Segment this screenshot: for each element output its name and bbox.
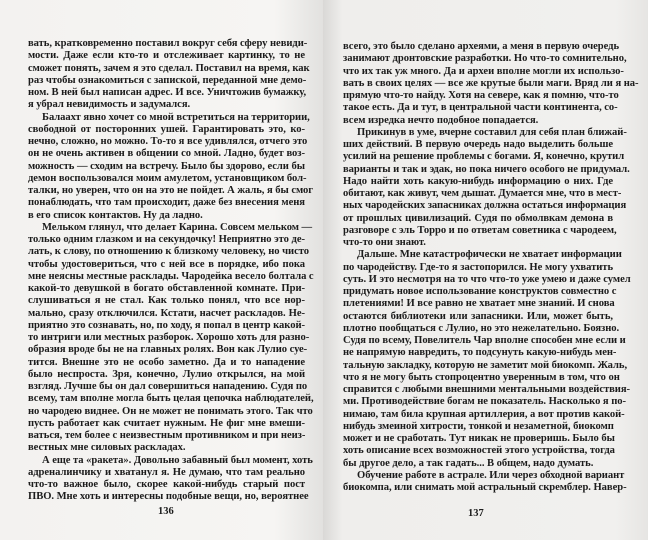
- text-line: такое есть. Да и тут, в центральной части континента, со-: [343, 102, 618, 114]
- text-line: мально, сразу отключился. Кстати, насчет раскладов. Не-: [28, 307, 305, 319]
- text-line: образия вроде бы не на главных ролях. Вон как Лулио суе-: [28, 344, 308, 356]
- text-line: Мельком глянул, что делает Карина. Совсем мельком —: [42, 221, 313, 233]
- text-line: в его список контактов. Ну да ладно.: [28, 209, 203, 221]
- text-line: адреналинчику и хватанул я. Не думаю, что там реально: [28, 466, 305, 478]
- text-line: вать, кратковременно поставил вокруг себя сферу невиди-: [28, 38, 308, 49]
- text-line: нечно, сложно, но можно. То-то я все удивлялся, отчего это: [28, 136, 308, 147]
- text-line: ми. Противодействие богам не показатель. Насколько я по-: [343, 396, 626, 408]
- text-line: варианты и так и эдак, но пока ничего особого не придумал.: [343, 163, 630, 175]
- text-line: ном. В ней был написан адрес. И все. Уничтожив бумажку,: [28, 87, 307, 98]
- text-line: что-то важное было, скорее какой-нибудь старый пост: [28, 479, 305, 490]
- text-line: ших действий. В первую очередь надо выделить больше: [343, 139, 613, 150]
- page-number: 136: [158, 506, 174, 517]
- text-line: может и не сработать. Тут никак не проверишь. Было бы: [343, 433, 615, 444]
- text-line: плотно пообщаться с Лулио, но это нежелательно. Боязно.: [343, 322, 620, 334]
- text-line: я убрал невидимость и задумался.: [28, 99, 191, 111]
- text-line: вать в своих целях — все же крутые были маги. Вряд ли я на-: [343, 77, 639, 89]
- text-line: понаблюдать, что там происходит, даже без внесения меня: [28, 197, 305, 209]
- text-line: Балаахт явно хочет со мной встретиться на территории,: [42, 111, 310, 123]
- text-line: всему, там вполне могла быть целая цепочка наблюдателей,: [28, 393, 314, 405]
- text-line: какой-то девушкой в богато обставленной комнате. При-: [28, 283, 305, 294]
- text-line: он не очень активен в общении со мной. Ладно, будет воз-: [28, 148, 305, 160]
- text-line: хоть описание всех возможностей этого устройства, тогда: [343, 445, 615, 457]
- text-line: тится. Внешне это не особо заметно. Да и то нападение: [28, 356, 305, 368]
- text-line: усилий на решение проблемы с богами. Я, конечно, крутил: [343, 151, 625, 163]
- text-line: Обучение работе в астрале. Или через обходной вариант: [357, 469, 625, 481]
- text-line: взгляд. Лучше бы он дал совершиться нападению. Судя по: [28, 381, 308, 392]
- right-page-text: [343, 41, 639, 494]
- text-line: приятно это сознавать, но, по ходу, я попал в центр какой-: [28, 319, 305, 331]
- text-line: мости. Даже если кто-то и отслеживает картинку, то не: [28, 50, 305, 62]
- text-line: раз чтобы ознакомиться с запиской, переданной мне демо-: [28, 74, 307, 86]
- right-page: [323, 0, 648, 540]
- text-line: пусть работает как считает нужным. Не фиг мне вмеши-: [28, 417, 305, 429]
- text-line: от прошлых цивилизаций. Судя по обмолвкам демона в: [343, 212, 613, 224]
- text-line: что их так уж много. Да и археи вполне могли их использо-: [343, 65, 624, 77]
- text-line: придумать новое использование конструктов совместно с: [343, 286, 617, 297]
- text-line: не напрямую навредить, то подсунуть какую-нибудь мен-: [343, 347, 617, 359]
- text-line: всего, это было сделано археями, а меня в первую очередь: [343, 41, 620, 52]
- text-line: что-то они знают.: [343, 237, 426, 248]
- text-line: прямую что-то найду. Хотя на севере, как я помню, что-то: [343, 90, 619, 101]
- text-line: Судя по всему, Повелитель Чар вполне способен мне если и: [343, 335, 626, 346]
- text-line: суть. И это несмотря на то что что-то уже умею и даже сумел: [343, 273, 631, 285]
- text-line: слушиваться я не стал. Как только понял, что все нор-: [28, 295, 305, 307]
- text-line: А еще та «ракета». Довольно забавный был момент, хоть: [42, 454, 313, 466]
- text-line: тальную закладку, которую не заметит мой биокомп. Жаль,: [343, 359, 628, 371]
- text-line: вестных мне силовых раскладах.: [28, 442, 186, 454]
- text-line: демон воспользовался моим амулетом, установщиком бол-: [28, 172, 307, 184]
- text-line: по чародейству. Где-то я застопорился. Не могу ухватить: [343, 261, 613, 273]
- left-page: [0, 0, 323, 540]
- text-line: обитают, как живут, чем дышат. Думается мне, что в мест-: [343, 188, 622, 199]
- text-line: ПВО. Мне хоть и интересны подобные вещи, но, вероятнее: [28, 491, 309, 503]
- text-line: всем изредка нечто подобное попадается.: [343, 114, 539, 126]
- text-line: ных чародейских запасниках должна остаться информация: [343, 200, 627, 212]
- text-line: мне неясны местные расклады. Чародейка весело болтала с: [28, 270, 314, 282]
- text-line: можность — сходим на встречу. Было бы здорово, если бы: [28, 160, 305, 172]
- text-line: биокомпа, или снимать мой астральный скремблер. Навер-: [343, 482, 627, 493]
- text-line: было неспроста. Зря, конечно, Лулио открылся, на мой: [28, 368, 305, 380]
- text-line: справится с любыми внешними ментальными воздействия-: [343, 384, 631, 395]
- text-line: лать, к слову, по отношению к близкому человеку, но чисто: [28, 246, 310, 258]
- text-line: то интриги или местных разборок. Хорошо хоть для разно-: [28, 332, 310, 343]
- page-number: 137: [468, 508, 484, 519]
- text-line: ваться, тем более с неизвестным противником и при неиз-: [28, 430, 306, 441]
- text-line: нимаю, там била крупная артиллерия, а вот против какой-: [343, 408, 625, 420]
- text-line: бы другое дело, а так гадать... В общем, надо думать.: [343, 457, 594, 469]
- text-line: нибудь змеиной хитрости, тонкой и незаметной, биокомп: [343, 420, 614, 432]
- text-line: разговоре с эль Торро и по ответам советника с чародеем,: [343, 224, 617, 236]
- text-line: только одним глазком и на секундочку! Неприятно это де-: [28, 234, 305, 245]
- text-line: Дальше. Мне катастрофически не хватает информации: [357, 249, 622, 261]
- text-line: Прикинув в уме, вчерне составил для себя план ближай-: [357, 126, 627, 138]
- left-page-text: [28, 38, 314, 504]
- text-line: Надо найти хоть какую-нибудь информацию о них. Где: [343, 175, 613, 187]
- text-line: остаются библиотеки или запасники. Или, может быть,: [343, 310, 613, 322]
- text-line: талки, но уверен, что он на это не пойдет. А жаль, я бы смог: [28, 185, 314, 196]
- text-line: плетениями! И все равно не хватает мне знаний. И снова: [343, 298, 615, 310]
- text-line: что я не могу быть стопроцентно уверенным в том, что он: [343, 371, 620, 383]
- text-line: чтобы удостовериться, что с ней все в порядке, ибо пока: [28, 258, 305, 270]
- text-line: но чародею виднее. Он не может не понимать этого. Так что: [28, 405, 313, 417]
- text-line: сможет понять, зачем я это сделал. Поставил на время, как: [28, 62, 310, 74]
- text-line: занимают дронтовские разработки. Но что-то сомнительно,: [343, 53, 627, 65]
- text-line: свободной от посторонних ушей. Гарантировать это, ко-: [28, 123, 305, 135]
